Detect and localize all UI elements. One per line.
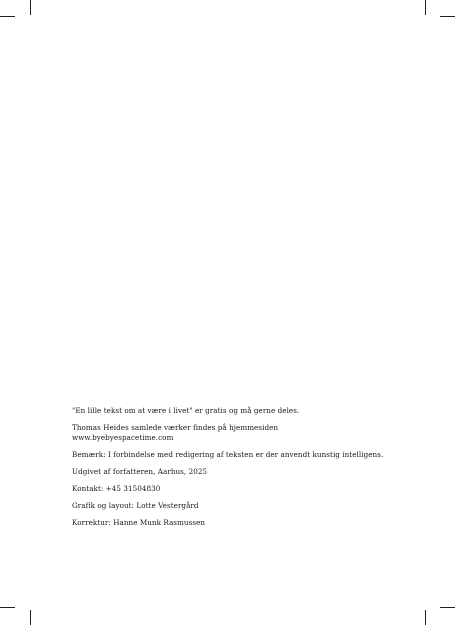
collected-works-note: Thomas Heides samlede værker findes på hjemmesiden <box>72 423 279 432</box>
crop-mark <box>425 0 426 15</box>
crop-mark <box>425 610 426 625</box>
website-url: www.byebyespacetime.com <box>72 433 174 442</box>
crop-mark <box>30 0 31 15</box>
free-sharing-note: "En lille tekst om at være i livet" er gratis og må gerne deles. <box>72 406 300 415</box>
proofreading-credit: Korrektur: Hanne Munk Rasmussen <box>72 518 206 527</box>
crop-mark <box>0 16 15 17</box>
contact-line: Kontakt: +45 31504830 <box>72 484 161 493</box>
crop-mark <box>0 607 15 608</box>
colophon <box>72 406 402 528</box>
publisher-line: Udgivet af forfatteren, Aarhus, 2025 <box>72 467 208 476</box>
crop-mark <box>30 610 31 625</box>
layout-credit: Grafik og layout: Lotte Vestergård <box>72 501 199 510</box>
crop-mark <box>440 16 455 17</box>
ai-note: Bemærk: I forbindelse med redigering af teksten er der anvendt kunstig intelligens. <box>72 450 384 459</box>
crop-mark <box>440 607 455 608</box>
